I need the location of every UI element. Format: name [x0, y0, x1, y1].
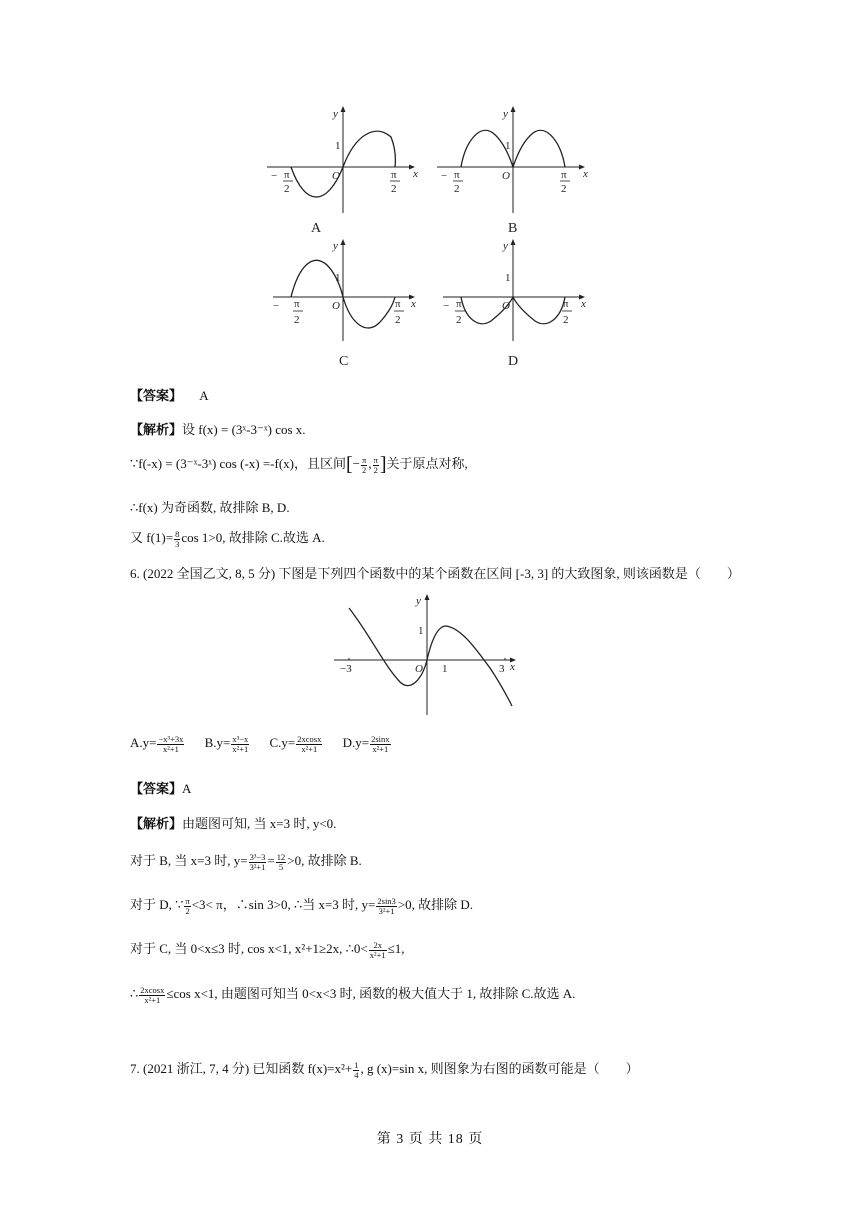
fraction-num: 3³−3: [249, 851, 266, 862]
tick-x-3: 3: [499, 663, 505, 675]
tick-neg-pi: −: [441, 170, 448, 182]
tick-pi: π: [561, 169, 567, 181]
q6-analysis-line-3: [130, 894, 473, 915]
tick-neg-pi: −: [271, 170, 278, 182]
fraction-num: 2sin3: [377, 895, 396, 906]
y-label: y: [333, 108, 338, 120]
tick-y-1: 1: [418, 625, 424, 637]
fraction: [369, 941, 387, 960]
analysis-text: ≤cos x<1, 由题图可知当 0<x<3 时, 函数的极大值大于 1, 故排除 C.故选 A.: [166, 986, 576, 1001]
fraction-num: 8: [175, 528, 180, 539]
option-label: C.y=: [269, 735, 296, 751]
tick-pi: π: [454, 169, 460, 181]
x-label: x: [413, 168, 418, 180]
option-c[interactable]: [269, 734, 323, 754]
panel-a: [267, 106, 418, 236]
tick-pi: π: [456, 298, 462, 310]
q7-stem: [130, 1058, 639, 1079]
fraction: [184, 897, 190, 916]
tick-pi: π: [563, 298, 569, 310]
tick-2: 2: [391, 183, 397, 195]
analysis-label: 【解析】: [130, 422, 183, 437]
q6-analysis-line-4: [130, 938, 405, 959]
analysis-text: 对于 B, 当 x=3 时, y=: [130, 853, 248, 868]
fraction-num: 2sinx: [371, 734, 390, 744]
q6-analysis-line-5: [130, 983, 575, 1004]
tick-x-neg3: −3: [340, 663, 352, 675]
analysis-text: ≤1,: [387, 941, 405, 956]
q6-analysis-line-1: [130, 813, 336, 832]
page-footer: 第 3 页 共 18 页: [376, 1132, 484, 1147]
fraction: [174, 530, 180, 549]
fraction: [361, 456, 367, 475]
origin-label: O: [415, 663, 423, 675]
fraction-den: x²+1: [144, 994, 161, 1005]
fraction-den: 2: [362, 464, 367, 475]
fraction-num: 2x: [369, 941, 387, 951]
origin-label: O: [332, 170, 340, 182]
fraction-num: 1: [354, 1059, 359, 1070]
panel-label-b: B: [508, 221, 518, 236]
y-label: y: [416, 595, 421, 607]
fraction-num: π: [362, 454, 367, 465]
tick-neg-pi: −: [273, 300, 280, 312]
tick-neg-pi: −: [443, 300, 450, 312]
fraction-den: 5: [278, 861, 284, 872]
fraction: [373, 456, 379, 475]
tick-2: 2: [456, 314, 462, 326]
fraction: [353, 1061, 359, 1080]
analysis-text: ∴: [130, 986, 139, 1001]
fraction: [249, 853, 267, 872]
fraction: [296, 735, 322, 754]
panel-label-d: D: [508, 354, 519, 369]
analysis-text: cos 1>0, 故排除 C.故选 A.: [181, 530, 325, 545]
question-text: , g (x)=sin x, 则图象为右图的函数可能是（ ）: [360, 1061, 639, 1076]
q5-analysis-line-2: ∵f(-x) = (3⁻ˣ-3ˣ) cos (-x) =-f(x)，且区间[− $\frac{\pi}{2}$ , $\frac{\pi}{2}$ ]关于原点对称,: [130, 453, 468, 476]
tick-1: 1: [335, 272, 341, 284]
analysis-text: <3< π，∴sin 3>0, ∴当 x=3 时, y=: [191, 897, 376, 912]
analysis-label: 【解析】: [130, 816, 183, 831]
fraction-num: π: [185, 895, 190, 906]
tick-x-1: 1: [442, 663, 448, 675]
answer-value: A: [199, 388, 209, 403]
q6-figure: [330, 590, 530, 720]
bracket-close: ]: [379, 453, 387, 476]
x-label: x: [510, 661, 515, 673]
analysis-text: 设 f(x) = (3ˣ-3⁻ˣ) cos x.: [182, 422, 306, 437]
x-label: x: [411, 298, 416, 310]
panel-label-a: A: [311, 221, 322, 236]
option-label: B.y=: [204, 735, 231, 751]
analysis-text: >0, 故排除 D.: [397, 897, 474, 912]
fraction-num: 2xcosx: [297, 734, 322, 744]
q5-analysis-line-1: [130, 419, 306, 438]
q5-figure: [255, 95, 595, 375]
tick-1: 1: [505, 140, 511, 152]
fraction: [139, 986, 165, 1005]
origin-label: O: [502, 300, 510, 312]
q5-answer: [130, 385, 209, 404]
analysis-text: 由题图可知, 当 x=3 时, y<0.: [182, 816, 337, 831]
fraction-den: 3²+1: [249, 861, 266, 872]
analysis-text: 关于原点对称,: [386, 456, 468, 471]
origin-label: O: [332, 300, 340, 312]
analysis-text: 又 f(1)=: [130, 530, 174, 545]
option-b[interactable]: [204, 734, 251, 754]
fraction-den: x²+1: [301, 743, 318, 754]
answer-value: A: [182, 781, 192, 796]
fraction: [370, 735, 390, 754]
x-label: x: [583, 168, 588, 180]
analysis-text: >0, 故排除 B.: [287, 853, 362, 868]
q6-stem: 6. (2022 全国乙文, 8, 5 分) 下图是下列四个函数中的某个函数在区间 [-3, 3] 的大致图象, 则该函数是（ ）: [130, 566, 740, 581]
fraction-num: −x³+3x: [158, 734, 184, 744]
q6-answer: [130, 778, 191, 797]
option-d[interactable]: [342, 734, 392, 754]
panel-c: [273, 239, 416, 369]
fraction-den: x²+1: [163, 743, 179, 754]
equals-sign: =: [267, 853, 275, 868]
tick-pi: π: [395, 298, 401, 310]
q6-analysis-line-2: [130, 850, 362, 871]
y-label: y: [503, 240, 508, 252]
fraction-den: 2: [373, 464, 378, 475]
option-label: D.y=: [342, 735, 370, 751]
tick-2: 2: [563, 314, 569, 326]
fraction-den: 3: [175, 538, 180, 549]
answer-label: 【答案】: [130, 781, 183, 796]
answer-label: 【答案】: [130, 388, 183, 403]
fraction: [376, 897, 396, 916]
tick-pi: π: [284, 169, 290, 181]
bracket-open: [: [346, 453, 353, 476]
panel-d: [443, 239, 586, 369]
question-text: 7. (2021 浙江, 7, 4 分) 已知函数 f(x)=x²+: [130, 1061, 353, 1076]
analysis-text: 对于 C, 当 0<x≤3 时, cos x<1, x²+1≥2x, ∴0<: [130, 941, 368, 956]
tick-2: 2: [284, 183, 290, 195]
tick-2: 2: [561, 183, 567, 195]
fraction-num: π: [373, 454, 378, 465]
fraction-num: 12: [276, 851, 286, 862]
tick-2: 2: [294, 314, 300, 326]
analysis-text: ∵f(-x) = (3⁻ˣ-3ˣ) cos (-x) =-f(x)，且区间: [130, 456, 346, 471]
fraction-den: x²+1: [372, 743, 389, 754]
tick-pi: π: [294, 298, 300, 310]
x-label: x: [581, 298, 586, 310]
y-label: y: [333, 240, 338, 252]
tick-1: 1: [505, 272, 511, 284]
fraction: [231, 735, 249, 754]
q5-analysis-line-3: ∴f(x) 为奇函数, 故排除 B, D.: [130, 500, 290, 515]
option-label: A.y=: [130, 735, 157, 751]
fraction-num: x³−x: [232, 734, 249, 744]
fraction: [157, 735, 184, 754]
fraction-den: 4: [354, 1069, 359, 1080]
fraction-den: 2: [185, 905, 190, 916]
fraction-den: x²+1: [369, 949, 386, 960]
tick-2: 2: [395, 314, 401, 326]
origin-label: O: [502, 170, 510, 182]
option-a[interactable]: [130, 734, 185, 754]
fraction-den: x²+1: [232, 743, 249, 754]
fraction: [276, 853, 287, 872]
panel-label-c: C: [339, 354, 349, 369]
analysis-text: 对于 D, ∵: [130, 897, 184, 912]
fraction-den: 3²+1: [378, 905, 395, 916]
tick-1: 1: [335, 140, 341, 152]
tick-pi: π: [391, 169, 397, 181]
q6-options: [130, 735, 392, 754]
fraction-num: 2xcosx: [140, 984, 165, 995]
q5-analysis-line-4: [130, 527, 325, 548]
y-label: y: [503, 108, 508, 120]
panel-b: [437, 106, 588, 236]
tick-2: 2: [454, 183, 460, 195]
